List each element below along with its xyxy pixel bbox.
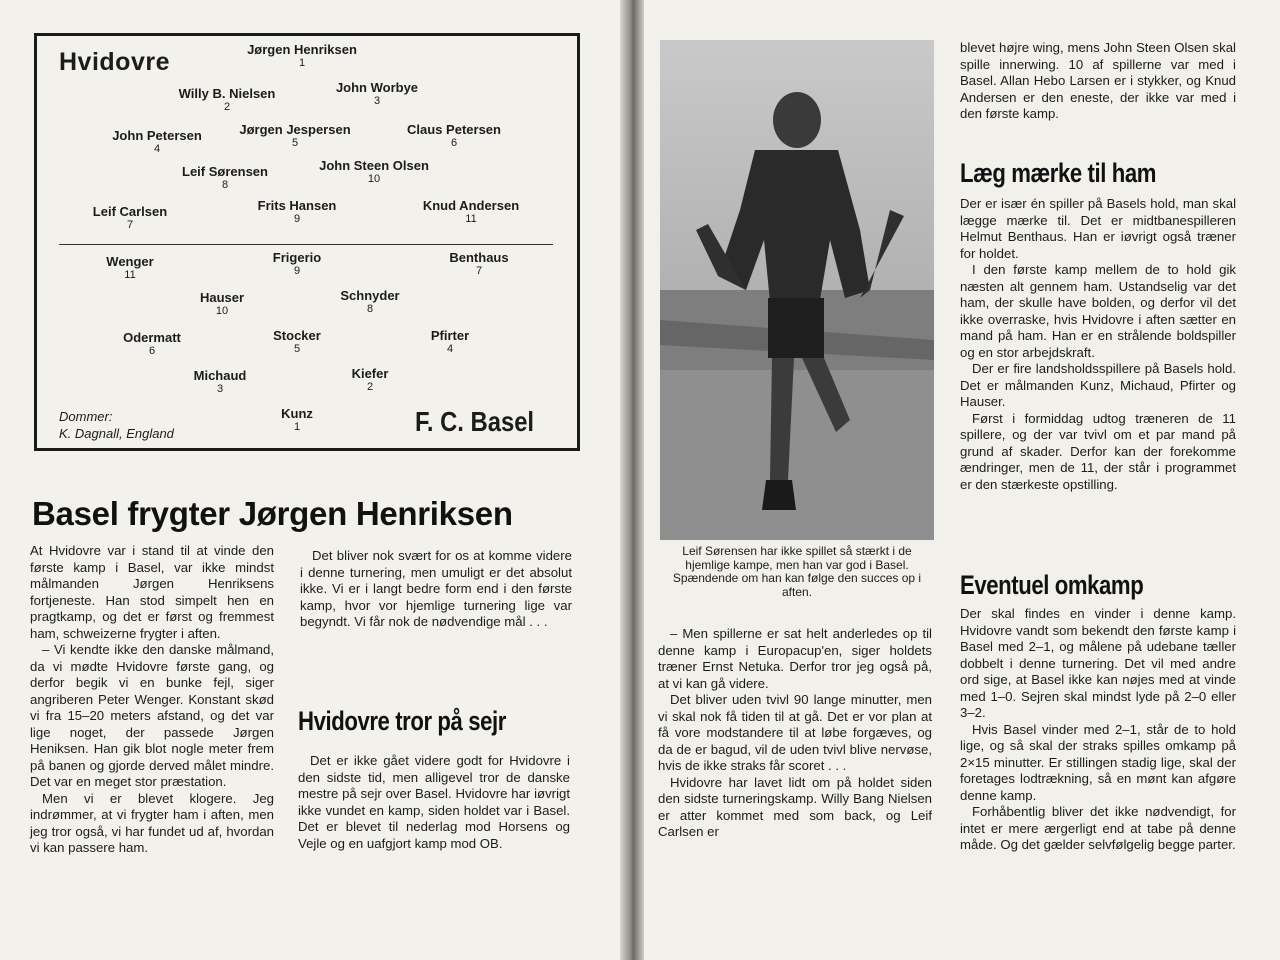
hvidovre-player-4: John Petersen 4 bbox=[112, 128, 202, 155]
subheading-eventuel-omkamp: Eventuel omkamp bbox=[960, 570, 1144, 600]
basel-team-title: F. C. Basel bbox=[415, 406, 535, 437]
basel-player-1: Kunz 1 bbox=[281, 406, 313, 433]
right-page bbox=[636, 0, 1280, 960]
hvidovre-player-6: Claus Petersen 6 bbox=[407, 122, 501, 149]
player-photo-image bbox=[660, 40, 934, 540]
article-column-3 bbox=[658, 626, 932, 841]
article-column-4-mid bbox=[960, 196, 1236, 493]
paragraph: I den første kamp mellem de to hold gik næsten alt gennem ham. Ustandselig var det ham, der skulle have bolden, og derfor vil det ikke overraske, hvis Hvidovre i aften sætter en mand på ham. Han er en strålende boldspiller og en stor arbejdskraft. bbox=[960, 262, 1236, 360]
paragraph: At Hvidovre var i stand til at vinde den første kamp i Basel, var ikke mindst målmanden Jørgen Henriksens fortjeneste. Han stod simpelt hen en pragtkamp, og det er først og fremmest ham, schweizerne frygter i aften. bbox=[30, 543, 274, 641]
basel-player-8: Schnyder 8 bbox=[340, 288, 400, 315]
paragraph: Der er fire landsholdsspillere på Basels hold. Det er målmanden Kunz, Michaud, Pfirter og Hauser. bbox=[960, 361, 1236, 409]
referee-label: Dommer: bbox=[59, 409, 113, 424]
basel-player-3: Michaud 3 bbox=[193, 368, 247, 395]
player-photo bbox=[660, 40, 934, 540]
basel-player-9: Frigerio 9 bbox=[272, 250, 322, 277]
hvidovre-team-title: Hvidovre bbox=[59, 48, 170, 76]
photo-caption: Leif Sørensen har ikke spillet så stærkt i de hjemlige kampe, men han var god i Basel. Spændende om han kan følge den succes op i aften. bbox=[672, 544, 922, 599]
lineup-box bbox=[34, 33, 580, 451]
article-column-4-top bbox=[960, 40, 1236, 123]
paragraph: Forhåbentlig bliver det ikke nødvendigt, for intet er mere ærgerligt end at tabe på denne måde. Og det gælder selvfølgelig begge parter. bbox=[960, 804, 1236, 852]
referee-name: K. Dagnall, England bbox=[59, 426, 174, 441]
paragraph: Men vi er blevet klogere. Jeg indrømmer, at vi frygter ham i aften, men jeg tror også, vi har fundet ud af, hvordan vi kan passere ham. bbox=[30, 790, 274, 855]
paragraph: Der skal findes en vinder i denne kamp. Hvidovre vandt som bekendt den første kamp i Basel med 2–1, og målene på udebane tæller dobbelt i denne turnering. Det vil med andre ord sige, at Basel ikke kan nøjes med at vinde med 1–0. Sejren skal mindst lyde på 2–0 eller 3–2. bbox=[960, 606, 1236, 720]
paragraph: – Vi kendte ikke den danske målmand, da vi mødte Hvidovre første gang, og derfor begik vi en bunke fejl, siger angriberen Peter Wenger. Konstant skød vi fra 15–20 meters afstand, og det var lige noget, der passede Jørgen Heniksen. Han gik blot nogle meter frem på banen og gjorde derved målet mindre. Det var en meget stor præstation. bbox=[30, 642, 274, 789]
paragraph: Det bliver nok svært for os at komme videre i denne turnering, men umuligt er det absolut ikke. Vi er i langt bedre form end i den første kamp, hvor vor hjemlige turnering lige var begyndt. Vi får nok de nødvendige mål . . . bbox=[300, 548, 572, 629]
article-column-2 bbox=[300, 548, 572, 631]
paragraph: Hvis Basel vinder med 2–1, står de to hold lige, og så skal der straks spilles omkamp på 2×15 minutter. Er stillingen stadig lige, skal der foretages lodtrækning, så en mønt kan afgøre denne kamp. bbox=[960, 721, 1236, 803]
hvidovre-player-3: John Worbye 3 bbox=[335, 80, 419, 107]
basel-player-2: Kiefer 2 bbox=[351, 366, 389, 393]
hvidovre-player-1: Jørgen Henriksen 1 bbox=[247, 42, 357, 69]
basel-player-10: Hauser 10 bbox=[199, 290, 245, 317]
hvidovre-player-11: Knud Andersen 11 bbox=[422, 198, 520, 225]
subheading-hvidovre-tror: Hvidovre tror på sejr bbox=[298, 706, 506, 736]
basel-player-7: Benthaus 7 bbox=[449, 250, 509, 277]
basel-player-4: Pfirter 4 bbox=[430, 328, 470, 355]
basel-player-11: Wenger 11 bbox=[106, 254, 154, 281]
paragraph: Først i formiddag udtog træneren de 11 spillere, og der var tvivl om et par mand på grund af skader. Derfor kan der forekomme ændringer, men de 11, der står i programmet er den stærkeste opstilling. bbox=[960, 410, 1236, 492]
paragraph: Der er især én spiller på Basels hold, man skal lægge mærke til. Det er midtbanespilleren Helmut Benthaus. Han er iøvrigt også træner for holdet. bbox=[960, 196, 1236, 261]
hvidovre-player-2: Willy B. Nielsen 2 bbox=[178, 86, 276, 113]
hvidovre-player-7: Leif Carlsen 7 bbox=[92, 204, 168, 231]
basel-player-5: Stocker 5 bbox=[273, 328, 321, 355]
book-gutter bbox=[620, 0, 644, 960]
article-column-4-bottom bbox=[960, 606, 1236, 854]
article-headline: Basel frygter Jørgen Henriksen bbox=[32, 495, 513, 532]
paragraph: – Men spillerne er sat helt anderledes op til denne kamp i Europacup'en, siger holdets træner Ernst Netuka. Derfor tror jeg også på, at vi kan gå videre. bbox=[658, 626, 932, 691]
hvidovre-player-5: Jørgen Jespersen 5 bbox=[239, 122, 351, 149]
subheading-laeg-maerke: Læg mærke til ham bbox=[960, 158, 1157, 188]
paragraph: Det bliver uden tvivl 90 lange minutter, men vi skal nok få tiden til at gå. Det er vor plan at få vore modstandere til at løbe forgæves, og da de er bagud, vil de uden tvivl blive nervøse, hvis de ikke straks får scoret . . . bbox=[658, 692, 932, 773]
hvidovre-player-10: John Steen Olsen 10 bbox=[319, 158, 429, 185]
referee bbox=[59, 408, 174, 442]
paragraph: Hvidovre har lavet lidt om på holdet siden den sidste turneringskamp. Willy Bang Nielsen er atter kommet med som back, og Leif Carlsen er bbox=[658, 774, 932, 839]
article-column-2b bbox=[298, 753, 570, 852]
paragraph: blevet højre wing, mens John Steen Olsen skal spille innerwing. 10 af spillerne var med i Basel. Allan Hebo Larsen er i stykker, og Knud Andersen er den eneste, der ikke var med i den første kamp. bbox=[960, 40, 1236, 121]
paragraph: Det er ikke gået videre godt for Hvidovre i den sidste tid, men alligevel tror de danske mestre på sejr over Basel. Hvidovre har iøvrigt ikke vundet en kamp, siden holdet var i Basel. Det er blevet til nederlag mod Horsens og Vejle og en uafgjort kamp mod OB. bbox=[298, 753, 570, 851]
article-column-1 bbox=[30, 543, 274, 857]
hvidovre-player-9: Frits Hansen 9 bbox=[257, 198, 337, 225]
basel-player-6: Odermatt 6 bbox=[123, 330, 181, 357]
hvidovre-player-8: Leif Sørensen 8 bbox=[182, 164, 268, 191]
lineup-divider bbox=[59, 244, 553, 245]
left-page bbox=[0, 0, 628, 960]
